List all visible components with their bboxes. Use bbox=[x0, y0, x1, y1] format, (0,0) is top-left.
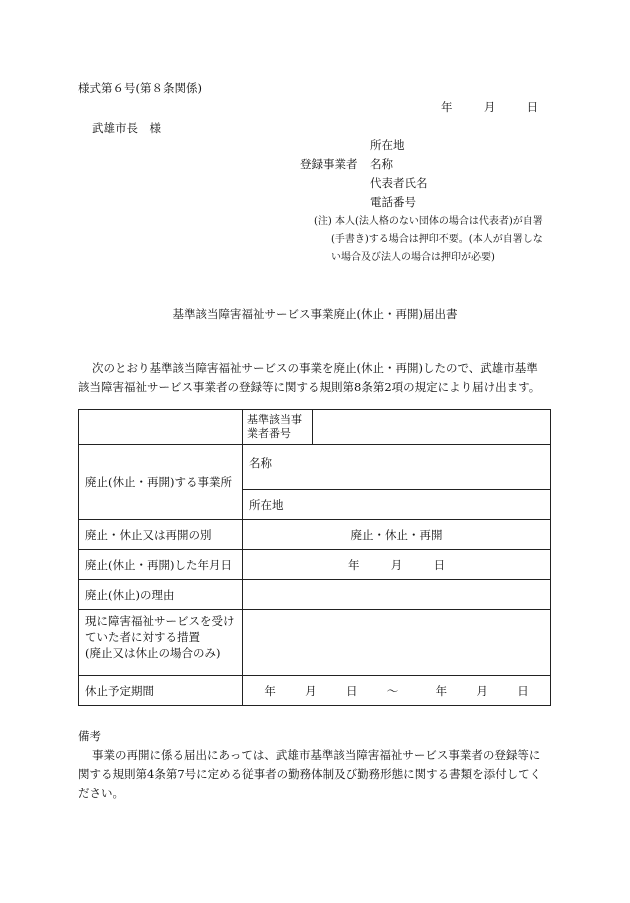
applicant-phone-label: 電話番号 bbox=[370, 195, 416, 209]
applicant-address-label: 所在地 bbox=[370, 138, 405, 152]
date-day: 日 bbox=[433, 557, 446, 572]
office-address-label: 所在地 bbox=[249, 497, 284, 512]
date-year: 年 bbox=[441, 100, 453, 114]
table-row bbox=[79, 550, 551, 580]
period-day-1: 日 bbox=[345, 683, 358, 698]
document-title: 基準該当障害福祉サービス事業廃止(休止・再開)届出書 bbox=[172, 307, 458, 321]
applicant-note-line-2: (手書き)する場合は押印不要。(本人が自署しな bbox=[331, 234, 543, 245]
period-day-2: 日 bbox=[517, 683, 529, 698]
intro-line-1: 次のとおり基準該当障害福祉サービスの事業を廃止(休止・再開)したので、武雄市基準 bbox=[92, 361, 538, 375]
remarks-heading: 備考 bbox=[78, 729, 101, 743]
date-field[interactable] bbox=[243, 550, 551, 580]
type-value[interactable]: 廃止・休止・再開 bbox=[243, 520, 551, 550]
remarks-line-1: 事業の再開に係る届出にあっては、武雄市基準該当障害福祉サービス事業者の登録等に bbox=[92, 748, 541, 762]
table-row bbox=[79, 610, 551, 676]
type-label: 廃止・休止又は再開の別 bbox=[79, 520, 243, 550]
date-line bbox=[441, 99, 538, 115]
table-row bbox=[79, 410, 551, 445]
remarks-line-3: ださい。 bbox=[78, 786, 124, 800]
table-row bbox=[79, 676, 551, 706]
table-row bbox=[79, 580, 551, 610]
measures-field[interactable] bbox=[243, 610, 551, 676]
period-year-2: 年 bbox=[435, 683, 448, 698]
applicant-name-label: 名称 bbox=[370, 157, 393, 171]
period-year-1: 年 bbox=[264, 683, 276, 698]
reg-no-field[interactable] bbox=[313, 410, 551, 445]
reg-no-label-2: 業者番号 bbox=[247, 427, 291, 440]
measures-line-2: ていた者に対する措置 bbox=[85, 630, 200, 644]
applicant-registrant-label: 登録事業者 bbox=[300, 157, 358, 171]
date-year: 年 bbox=[347, 557, 360, 572]
measures-line-1: 現に障害福祉サービスを受け bbox=[85, 614, 235, 628]
measures-line-3: (廃止又は休止の場合のみ) bbox=[85, 646, 221, 660]
applicant-representative-label: 代表者氏名 bbox=[370, 176, 428, 190]
intro-line-2: 該当障害福祉サービス事業者の登録等に関する規則第8条第2項の規定により届け出ます。 bbox=[78, 380, 541, 394]
period-label: 休止予定期間 bbox=[79, 676, 243, 706]
office-label: 廃止(休止・再開)する事業所 bbox=[79, 445, 243, 520]
addressee: 武雄市長 様 bbox=[92, 121, 161, 135]
period-tilde: ～ bbox=[386, 683, 399, 698]
empty-cell bbox=[79, 410, 243, 445]
office-address-field[interactable] bbox=[243, 490, 551, 520]
table-row bbox=[79, 520, 551, 550]
period-month-1: 月 bbox=[305, 683, 317, 698]
period-month-2: 月 bbox=[476, 683, 488, 698]
remarks-line-2: 関する規則第4条第7号に定める従事者の勤務体制及び勤務形態に関する書類を添付してく bbox=[78, 767, 542, 781]
applicant-note-line-3: い場合及び法人の場合は押印が必要) bbox=[331, 252, 495, 263]
applicant-note-line-1: (注) 本人(法人格のない団体の場合は代表者)が自署 bbox=[314, 216, 543, 227]
office-name-label: 名称 bbox=[249, 456, 272, 470]
reason-label: 廃止(休止)の理由 bbox=[79, 580, 243, 610]
date-day: 日 bbox=[526, 100, 539, 114]
form-number-label: 様式第６号(第８条関係) bbox=[78, 81, 202, 95]
office-name-field[interactable] bbox=[243, 445, 551, 490]
measures-label bbox=[79, 610, 243, 676]
date-month: 月 bbox=[483, 100, 496, 114]
table-row bbox=[79, 445, 551, 490]
reason-field[interactable] bbox=[243, 580, 551, 610]
notification-table bbox=[78, 409, 551, 706]
reg-no-label-cell bbox=[243, 410, 313, 445]
date-month: 月 bbox=[390, 557, 403, 572]
period-field[interactable] bbox=[243, 676, 551, 706]
reg-no-label-1: 基準該当事 bbox=[247, 413, 302, 426]
date-label: 廃止(休止・再開)した年月日 bbox=[79, 550, 243, 580]
